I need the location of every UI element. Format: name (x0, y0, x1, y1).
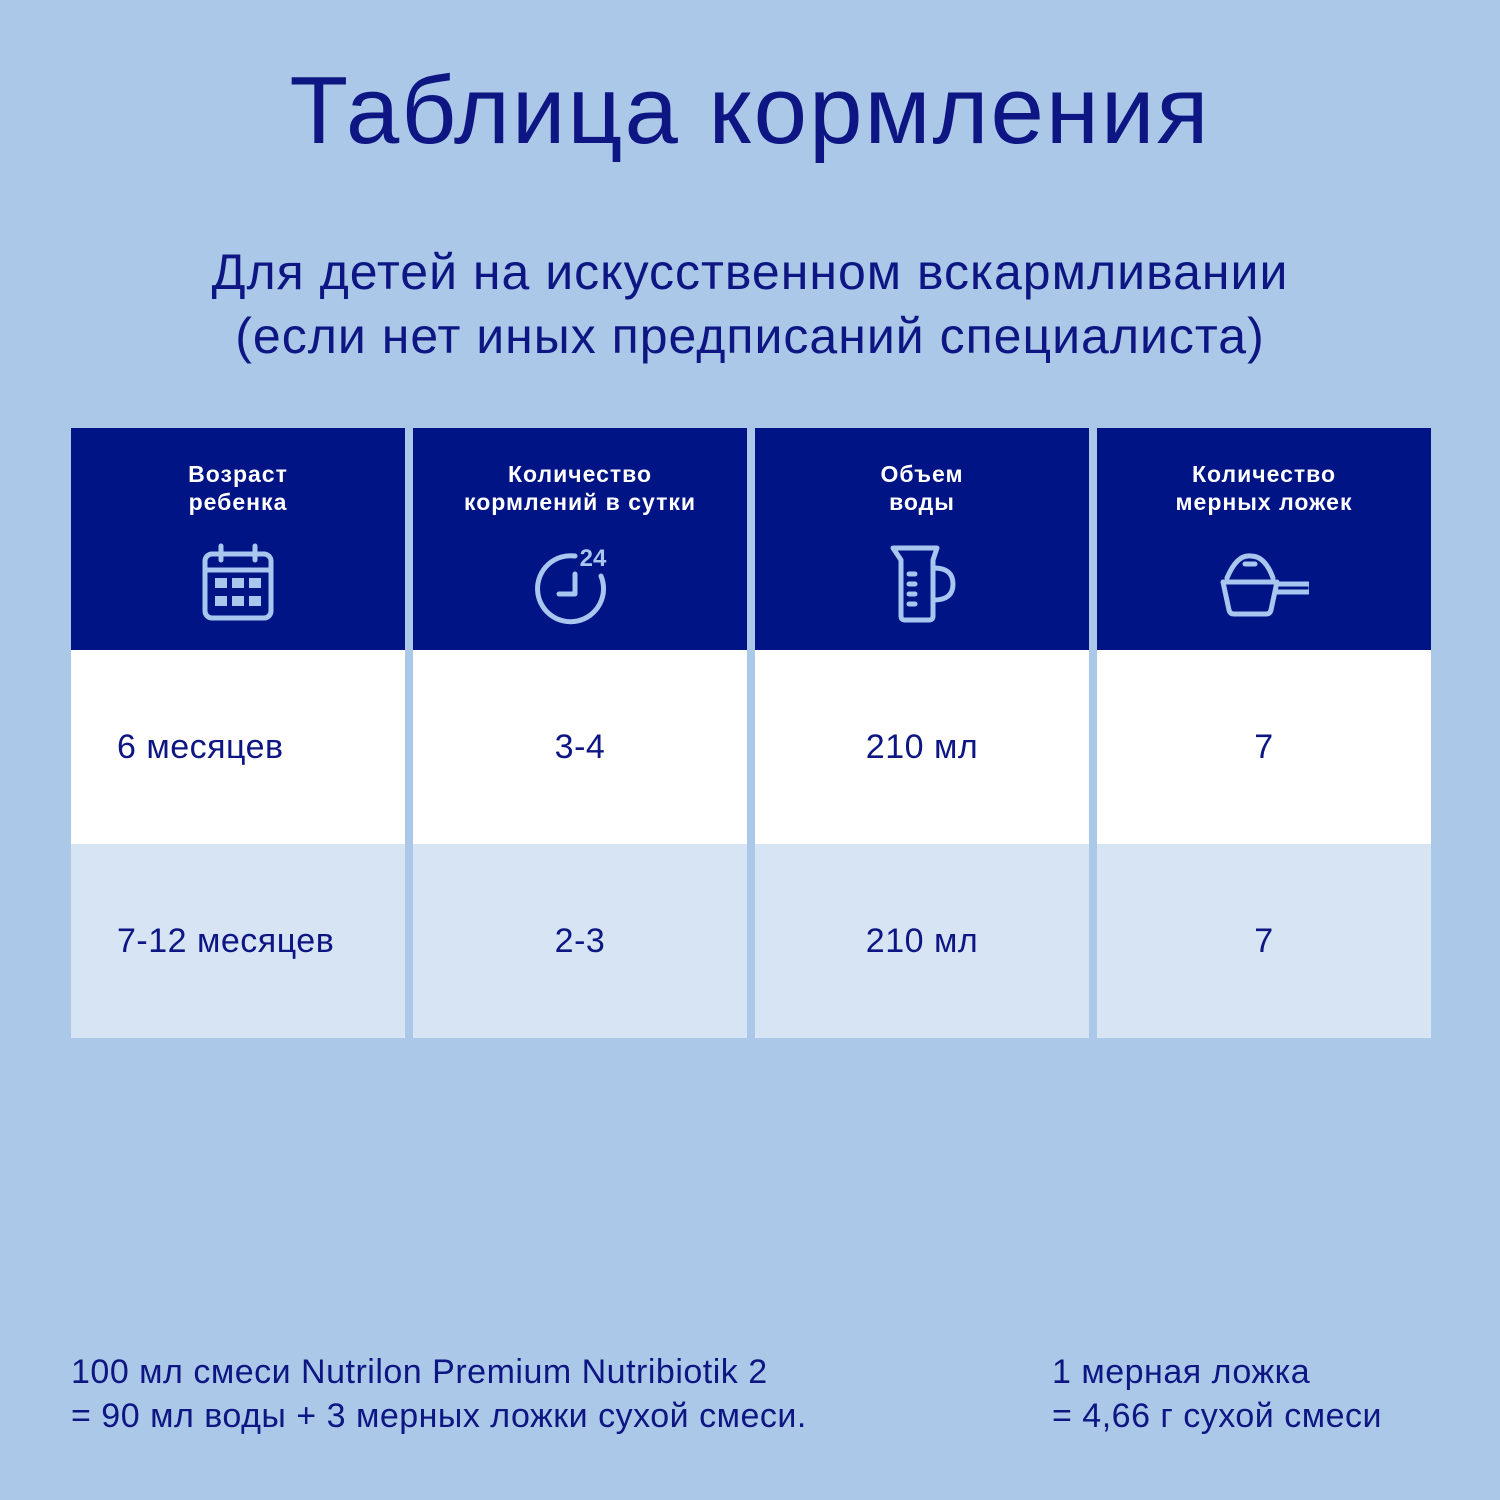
subtitle-line-2: (если нет иных предписаний специалиста) (235, 308, 1265, 364)
row1-feedings: 3-4 (413, 650, 747, 844)
row2-age: 7-12 месяцев (71, 844, 405, 1038)
header-scoops (1097, 428, 1431, 650)
subtitle (0, 240, 1500, 368)
footer-scoop-note (1052, 1350, 1382, 1438)
svg-text:24: 24 (579, 545, 607, 572)
header-feedings-label: Количество кормлений в сутки (464, 461, 696, 515)
row1-water: 210 мл (755, 650, 1089, 844)
footer-mix-note (71, 1350, 807, 1438)
footer-right-line-2: = 4,66 г сухой смеси (1052, 1397, 1383, 1435)
row2-scoops: 7 (1097, 844, 1431, 1038)
clock-24-icon (535, 538, 625, 628)
page-title: Таблица кормления (289, 57, 1211, 164)
scoop-icon (1219, 538, 1309, 628)
row1-age: 6 месяцев (71, 650, 405, 844)
header-feedings (413, 428, 747, 650)
footer-right-line-1: 1 мерная ложка (1052, 1353, 1311, 1391)
row1-scoops: 7 (1097, 650, 1431, 844)
measuring-cup-icon (877, 538, 967, 628)
calendar-icon (193, 538, 283, 628)
header-age-label: Возраст ребенка (188, 461, 288, 515)
footer-left-line-1: 100 мл смеси Nutrilon Premium Nutribiotik 2 (71, 1353, 768, 1391)
header-water-label: Объем воды (880, 461, 964, 515)
row2-feedings: 2-3 (413, 844, 747, 1038)
row2-water: 210 мл (755, 844, 1089, 1038)
feeding-table (71, 428, 1429, 1038)
header-age (71, 428, 405, 650)
subtitle-line-1: Для детей на искусственном вскармливании (211, 244, 1289, 300)
footer-left-line-2: = 90 мл воды + 3 мерных ложки сухой смеси. (71, 1397, 807, 1435)
header-scoops-label: Количество мерных ложек (1175, 461, 1353, 515)
header-water-volume (755, 428, 1089, 650)
